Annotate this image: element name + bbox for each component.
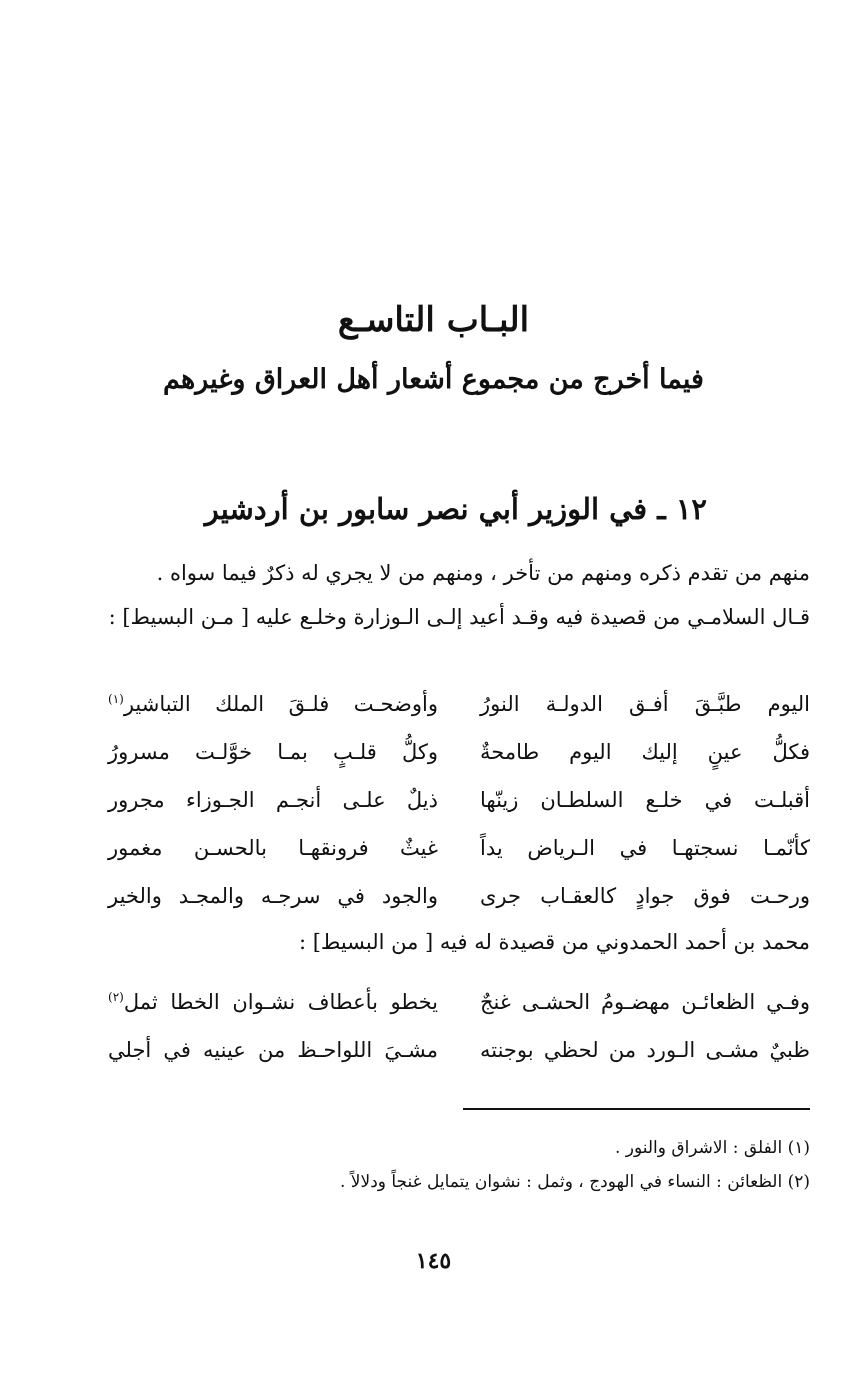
- verse-line: [108, 788, 810, 836]
- verse-line: [108, 884, 810, 932]
- verse-second-hemistich: والجود في سرجـه والمجـد والخير: [108, 884, 438, 908]
- footnote-1: (١) الفلق : الاشراق والنور .: [614, 1138, 810, 1158]
- verse-second-text: يخطو بأعطاف نشـوان الخطا ثمل: [123, 990, 438, 1014]
- verse-first-hemistich: وفـي الظعائـن مهضـومُ الحشـى غنجٌ: [480, 990, 810, 1014]
- poem-2: [108, 990, 810, 1086]
- chapter-subtitle: فيما أخرج من مجموع أشعار أهل العراق وغيرهم: [163, 364, 704, 395]
- footnote-ref: (١): [108, 692, 124, 706]
- verse-second-hemistich: ذيلٌ علـى أنجـم الجـوزاء مجرور: [108, 788, 438, 812]
- verse-second-text: وأوضحـت فلـقَ الملك التباشير: [123, 692, 438, 716]
- poem-lead-paragraph: قـال السلامـي من قصيدة فيه وقـد أعيد إلـى الـوزارة وخلـع عليه [ مـن البسيط] :: [108, 605, 810, 629]
- verse-second-hemistich: [108, 990, 438, 1014]
- chapter-title: البـاب التاسـع: [337, 300, 530, 340]
- verse-line: [108, 692, 810, 740]
- poem-1: [108, 692, 810, 932]
- footnote-ref: (٢): [108, 990, 124, 1004]
- verse-first-hemistich: ظبيٌ مشـى الـورد من لحظي بوجنته: [480, 1038, 810, 1062]
- section-intro-paragraph: منهم من تقدم ذكره ومنهم من تأخر ، ومنهم من لا يجري له ذكرٌ فيما سواه .: [156, 561, 810, 585]
- verse-line: [108, 990, 810, 1038]
- verse-first-hemistich: فكلُّ عينٍ إليك اليوم طامحةٌ: [480, 740, 810, 764]
- verse-second-hemistich: وكلُّ قلـبٍ بمـا خوَّلـت مسرورُ: [108, 740, 438, 764]
- verse-second-hemistich: غيثٌ فرونقهـا بالحسـن مغمور: [108, 836, 438, 860]
- footnote-separator: [463, 1108, 810, 1110]
- verse-line: [108, 836, 810, 884]
- verse-second-hemistich: مشـيَ اللواحـظ من عينيه في أجلي: [108, 1038, 438, 1062]
- footnote-2: (٢) الظعائن : النساء في الهودج ، وثمل : نشوان يتمايل غنجاً ودلالاً .: [340, 1172, 810, 1192]
- verse-line: [108, 1038, 810, 1086]
- page-number: ١٤٥: [415, 1248, 452, 1274]
- section-heading: ١٢ ـ في الوزير أبي نصر سابور بن أردشير: [204, 492, 707, 526]
- verse-first-hemistich: أقبلـت في خلـع السلطـان زينّها: [480, 788, 810, 812]
- verse-first-hemistich: ورحـت فوق جوادٍ كالعقـاب جرى: [480, 884, 810, 908]
- second-poem-intro: محمد بن أحمد الحمدوني من قصيدة له فيه [ من البسيط] :: [298, 930, 810, 954]
- verse-first-hemistich: اليوم طبَّـقَ أفـق الدولـة النورُ: [480, 692, 810, 716]
- verse-line: [108, 740, 810, 788]
- verse-second-hemistich: [108, 692, 438, 716]
- verse-first-hemistich: كأنّمـا نسجتهـا في الـرياض يداً: [480, 836, 810, 860]
